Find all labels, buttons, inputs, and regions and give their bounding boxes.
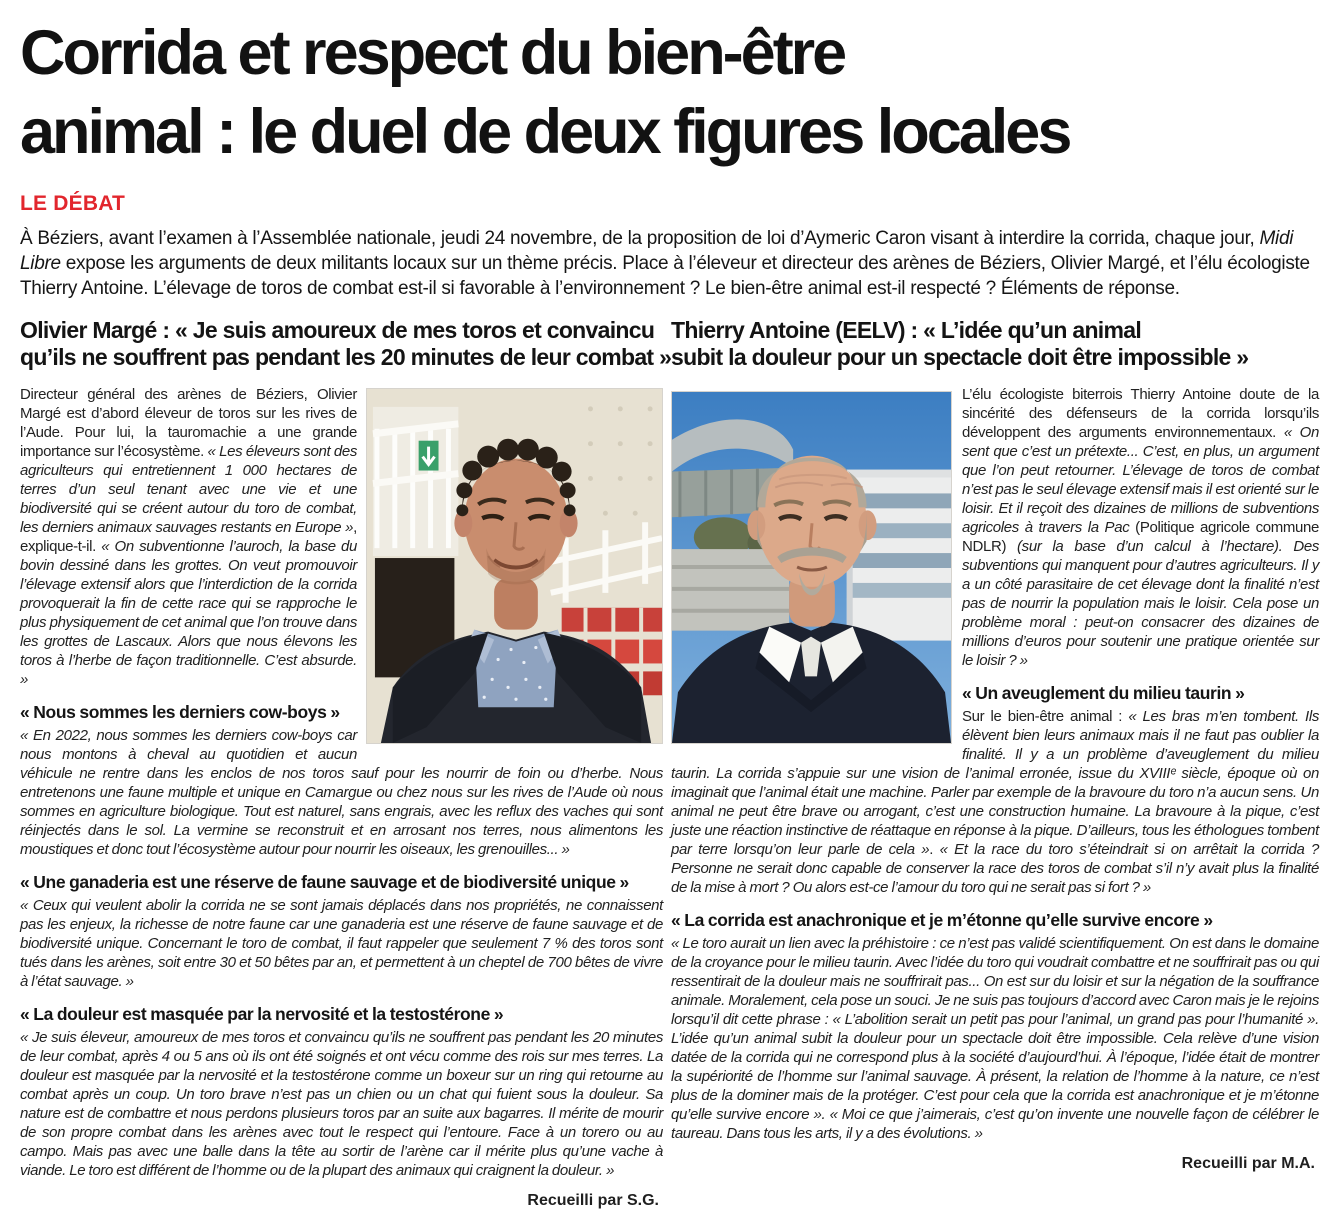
left-article-body [20,385,663,1180]
left-article-headline-line2: qu’ils ne souffrent pas pendant les 20 minutes de leur combat » [20,344,672,370]
right-article-headline-line2: subit la douleur pour un spectacle doit être impossible » [671,344,1249,370]
left-section-2-body: « Ceux qui veulent abolir la corrida ne se sont jamais déplacés dans nos propriétés, ne connaissent pas les enjeux, la richesse de notre faune car une ganaderia est une réserve de faune sauvage et de biodiversité unique. Concernant le toro de combat, il faut rappeler que seulement 7 % des toros sont tués dans les arènes, soit entre 30 et 50 bêtes par an, et permettent à un cheptel de 700 bêtes de vivre à l’état sauvage. » [20,897,663,990]
right-byline: Recueilli par M.A. [1181,1155,1315,1172]
intro-paragraph: À Béziers, avant l’examen à l’Assemblée nationale, jeudi 24 novembre, de la proposition de loi d’Aymeric Caron visant à interdire la corrida, chaque jour, Midi Libre expose les arguments de deux militants locaux sur un thème précis. Place à l’éleveur et directeur des arènes de Béziers, Olivier Margé, et l’élu écologiste Thierry Antoine. L’élevage de toros de combat est-il si favorable à l’environnement ? Le bien-être animal est-il respecté ? Éléments de réponse. [20,228,1310,299]
article-columns [20,317,1319,1210]
right-article-headline-line1: Thierry Antoine (EELV) : « L’idée qu’un animal [671,317,1142,343]
right-section-1-title: « Un aveuglement du milieu taurin » [962,683,1245,703]
portrait-olivier-marge-illustration [367,389,662,743]
section-label: LE DÉBAT [20,192,126,215]
right-section-2-body: « Le toro aurait un lien avec la préhistoire : ce n’est pas validé scientifiquement. On est dans le domaine de la croyance pour le milieu taurin. Avec l’idée du toro qui voudrait combattre et ne souffrirait pas ou qui ressentirait de la douleur mais ne souffrirait pas... On est sur du loisir et sur la négation de la souffrance animale. Moralement, cela pose un souci. Je ne suis pas toujours d’accord avec Caron mais je le rejoins lorsqu’il dit cette phrase : « L’abolition serait un petit pas pour l’animal, un grand pas pour l’humanité ». L’idée qu’un animal subit la douleur pour un spectacle doit être impossible. Cela relève d’une vision datée de la corrida qui ne correspond plus à la société d’aujourd’hui. À l’époque, l’idée était de montrer la supériorité de l’homme sur l’animal sauvage. À présent, la relation de l’homme à la nature, ce n’est plus de la dominer mais de la protéger. C’est pour cela que la corrida est anachronique et je m’étonne qu’elle survive encore ». « Moi ce que j’aimerais, c’est qu’on invente une nouvelle façon de célébrer le taureau. Dans tous les arts, il y a des évolutions. » [671,935,1320,1142]
right-article-body [671,385,1319,1143]
left-section-3-body: « Je suis éleveur, amoureux de mes toros et convaincu qu’ils ne souffrent pas pendant les 20 minutes de leur combat, après 4 ou 5 ans où ils ont été soignés et ont vécu comme des rois sur mes terres. La douleur est masquée par la nervosité et la testostérone comme un boxeur sur un ring qui retourne au combat après un coup. Un toro brave n’est pas un chien ou un chat qui fuient sous la douleur. Sa nature est de combattre et nous perdons plusieurs toros par an suite aux bagarres. Il mérite de mourir de son propre combat dans les arènes avec tout le respect qui l’entoure. Face à un torero ou au campo. Mais pas avec une balle dans la tête au sortir de l’arène car il mérite plus qu’une vache à viande. Le toro est différent de l’homme ou de la plupart des animaux qui craignent la douleur. » [20,1029,663,1179]
article-thierry-antoine [671,317,1319,1210]
left-section-3-title: « La douleur est masquée par la nervosité et la testostérone » [20,1004,504,1024]
right-article-headline [671,317,1319,373]
portrait-thierry-antoine-illustration [672,392,951,743]
left-byline: Recueilli par S.G. [527,1192,659,1209]
stairs-railing [373,407,458,556]
main-headline [20,14,1319,172]
left-section-1-title: « Nous sommes les derniers cow-boys » [20,702,340,722]
right-section-2-title: « La corrida est anachronique et je m’étonne qu’elle survive encore » [671,910,1213,930]
right-lead-paragraph: L’élu écologiste biterrois Thierry Antoine doute de la sincérité des défenseurs de la corrida lorsqu’ils développent des arguments environnementaux. « On sent que c’est un prétexte... C’est, en plus, un argument que l’on peut retourner. L’élevage de toros de combat n’est pas le seul élevage extensif mais il est orienté sur le loisir. Et il reçoit des dizaines de millions de subventions agricoles à travers la Pac (Politique agricole commune NDLR) (sur la base d’un calcul à l’hectare). Des subventions qui manquent pour d’autres agriculteurs. Il y a un côté parasitaire de cet élevage dont la finalité n’est pas de nourrir la population mais le loisir. Cela pose un problème moral : peut-on consacrer des dizaines de millions d’euros pour soutenir une pratique orientée sur le loisir ? » [962,386,1319,669]
left-section-1-body: « En 2022, nous sommes les derniers cow-boys car nous montons à cheval au quotidien et aucun véhicule ne rentre dans les enclos de nos toros sauf pour les nourrir de foin ou d’herbe. Nous entretenons une faune multiple et unique en Camargue ou chez nous sur les rives de l’Aude où nous sommes en agriculture biologique. Tout est naturel, sans engrais, avec les reflux des vaches qui sont réinjectés dans le sol. La vermine se reconstruit et en arrosant nos terres, nous alimentons les moustiques et donc tout l’écosystème autour pour nourrir les oiseaux, les grenouilles... » [20,727,663,858]
left-article-headline [20,317,672,373]
main-headline-line1: Corrida et respect du bien-être [20,18,845,88]
right-section-1-body: Sur le bien-être animal : « Les bras m’en tombent. Ils élèvent bien leurs animaux mais il ne faut pas oublier la finalité. Il y a un problème d’aveuglement du milieu taurin. La corrida s’appuie sur une vision de l’animal erronée, issue du XVIIIᵉ siècle, époque où on imaginait que l’animal était une machine. Parler par exemple de la bravoure du toro n’a aucun sens. Un animal ne peut être brave ou arrogant, c’est une construction humaine. La bravoure à la pique, c’est juste une réaction instinctive de réattaque en réponse à la pique. D’ailleurs, tous les éthologues tombent par terre lorsqu’on leur parle de cela ». « Et la race du toro s’éteindrait si on arrêtait la corrida ? Personne ne serait donc capable de conserver la race des toros de combat s’il n’y avait plus la finalité de la mise à mort ? Ou alors est-ce l’amour du toro qui ne serait pas si fort ? » [671,708,1319,896]
article-olivier-marge [20,317,672,1210]
left-lead-paragraph: Directeur général des arènes de Béziers, Olivier Margé est d’abord éleveur de toros sur les rives de l’Aude. Pour lui, la tauromachie a une grande importance sur l’écosystème. « Les éleveurs sont des agriculteurs qui entretiennent 1 000 hectares de terres d’un seul tenant avec une vie et une biodiversité qui se créent autour du toro de combat, les derniers animaux sauvages restants en Europe », explique-t-il. « On subventionne l’auroch, la base du bovin dessiné dans les grottes. On veut promouvoir l’élevage extensif alors que l’interdiction de la corrida provoquerait la fin de cette race qui se rapproche le plus physiquement de cet animal que l’on trouve dans les grottes de Lascaux. Alors que nous élevons les toros à l’herbe de façon traditionnelle. C’est absurde. » [20,386,357,688]
photo-thierry-antoine [671,391,952,744]
main-headline-line2: animal : le duel de deux figures locales [20,97,1070,167]
photo-olivier-marge [366,388,663,744]
left-article-headline-line1: Olivier Margé : « Je suis amoureux de mes toros et convaincu [20,317,655,343]
left-section-2-title: « Une ganaderia est une réserve de faune sauvage et de biodiversité unique » [20,872,629,892]
